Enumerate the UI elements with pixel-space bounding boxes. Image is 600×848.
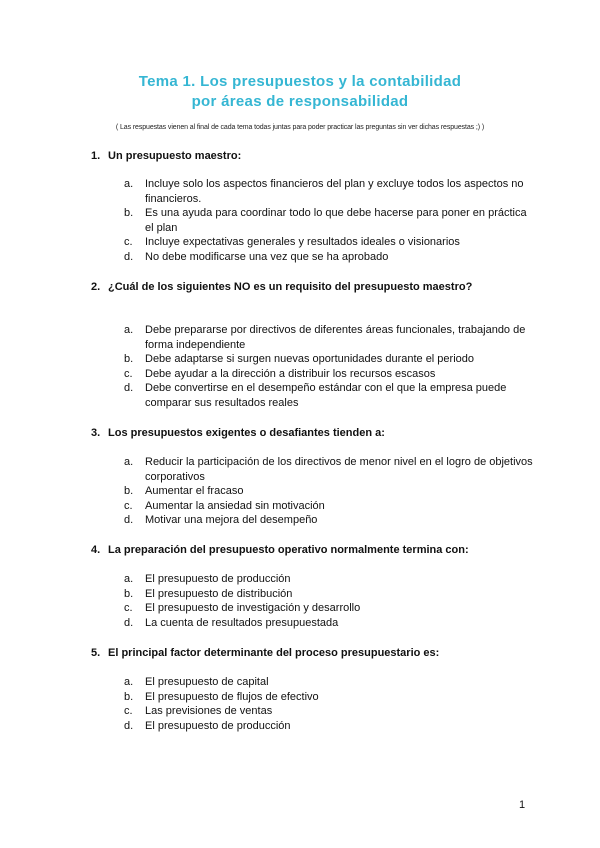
question-number: 1. xyxy=(91,150,101,162)
option-letter: d. xyxy=(124,616,134,629)
option-text: Incluye solo los aspectos financieros del plan y excluye todos los aspectos no financieros. xyxy=(145,178,524,205)
question-text: Un presupuesto maestro: xyxy=(108,150,242,162)
option-letter: a. xyxy=(124,324,134,336)
option-letter: a. xyxy=(124,676,134,688)
answers-note: ( Las respuestas vienen al final de cada tema todas juntas para poder practicar las preguntas sin ver dichas respuestas ;) ) xyxy=(115,124,485,131)
option-letter: c. xyxy=(124,236,133,249)
option-d xyxy=(124,250,534,265)
option-b xyxy=(124,206,534,235)
question-text: ¿Cuál de los siguientes NO es un requisito del presupuesto maestro? xyxy=(108,281,473,293)
option-letter: d. xyxy=(124,250,134,263)
option-letter: b. xyxy=(124,207,134,220)
option-d xyxy=(124,513,534,528)
question-text: El principal factor determinante del proceso presupuestario es: xyxy=(108,647,440,659)
option-text: Debe ayudar a la dirección a distribuir los recursos escasos xyxy=(145,367,436,380)
question-number: 4. xyxy=(91,544,101,556)
option-letter: b. xyxy=(124,353,134,366)
question-2-options xyxy=(124,323,534,411)
option-c xyxy=(124,601,534,616)
option-letter: d. xyxy=(124,719,134,732)
option-b xyxy=(124,484,534,499)
option-text: Reducir la participación de los directivos de menor nivel en el logro de objetivos corporativos xyxy=(145,456,533,483)
option-letter: a. xyxy=(124,456,134,468)
option-d xyxy=(124,381,534,410)
option-b xyxy=(124,587,534,602)
option-text: La cuenta de resultados presupuestada xyxy=(145,616,339,629)
option-c xyxy=(124,499,534,514)
option-letter: c. xyxy=(124,367,133,380)
option-letter: d. xyxy=(124,514,134,527)
question-number: 2. xyxy=(91,281,101,293)
option-letter: c. xyxy=(124,499,133,512)
option-letter: a. xyxy=(124,573,134,585)
option-text: Debe prepararse por directivos de diferentes áreas funcionales, trabajando de forma independiente xyxy=(145,324,526,351)
question-number: 3. xyxy=(91,427,101,439)
option-b xyxy=(124,352,534,367)
option-text: El presupuesto de producción xyxy=(145,719,291,732)
option-letter: b. xyxy=(124,587,134,600)
page-number: 1 xyxy=(519,799,526,811)
option-letter: b. xyxy=(124,690,134,703)
option-text: No debe modificarse una vez que se ha aprobado xyxy=(145,250,389,263)
title-line-1: Tema 1. Los presupuestos y la contabilidad xyxy=(138,73,462,90)
question-5-options xyxy=(124,675,534,733)
question-3-options xyxy=(124,455,534,528)
option-b xyxy=(124,690,534,705)
question-text: La preparación del presupuesto operativo normalmente termina con: xyxy=(108,544,469,556)
option-text: Aumentar el fracaso xyxy=(145,485,244,498)
option-text: El presupuesto de investigación y desarrollo xyxy=(145,602,361,615)
option-text: El presupuesto de producción xyxy=(145,573,291,585)
option-a xyxy=(124,177,534,206)
title-line-2: por áreas de responsabilidad xyxy=(191,93,409,110)
option-text: Debe adaptarse si surgen nuevas oportunidades durante el periodo xyxy=(145,353,475,366)
option-text: El presupuesto de capital xyxy=(145,676,269,688)
option-letter: a. xyxy=(124,178,134,190)
option-d xyxy=(124,616,534,631)
option-text: Debe convertirse en el desempeño estándar con el que la empresa puede comparar sus resultados reales xyxy=(145,382,507,409)
option-c xyxy=(124,367,534,382)
option-text: Incluye expectativas generales y resultados ideales o visionarios xyxy=(145,236,460,249)
option-letter: b. xyxy=(124,485,134,498)
option-text: El presupuesto de distribución xyxy=(145,587,293,600)
option-letter: c. xyxy=(124,705,133,718)
question-1-options xyxy=(124,177,534,265)
option-text: Motivar una mejora del desempeño xyxy=(145,514,318,527)
option-letter: d. xyxy=(124,382,134,395)
option-a xyxy=(124,572,534,587)
question-number: 5. xyxy=(91,647,101,659)
question-4-options xyxy=(124,572,534,630)
option-c xyxy=(124,704,534,719)
option-a xyxy=(124,675,534,690)
option-c xyxy=(124,235,534,250)
option-text: Es una ayuda para coordinar todo lo que debe hacerse para poner en práctica el plan xyxy=(145,207,527,234)
option-a xyxy=(124,455,534,484)
option-letter: c. xyxy=(124,602,133,615)
option-text: Aumentar la ansiedad sin motivación xyxy=(145,499,325,512)
option-d xyxy=(124,719,534,734)
option-text: Las previsiones de ventas xyxy=(145,705,273,718)
question-text: Los presupuestos exigentes o desafiantes tienden a: xyxy=(108,427,385,439)
option-a xyxy=(124,323,534,352)
option-text: El presupuesto de flujos de efectivo xyxy=(145,690,319,703)
